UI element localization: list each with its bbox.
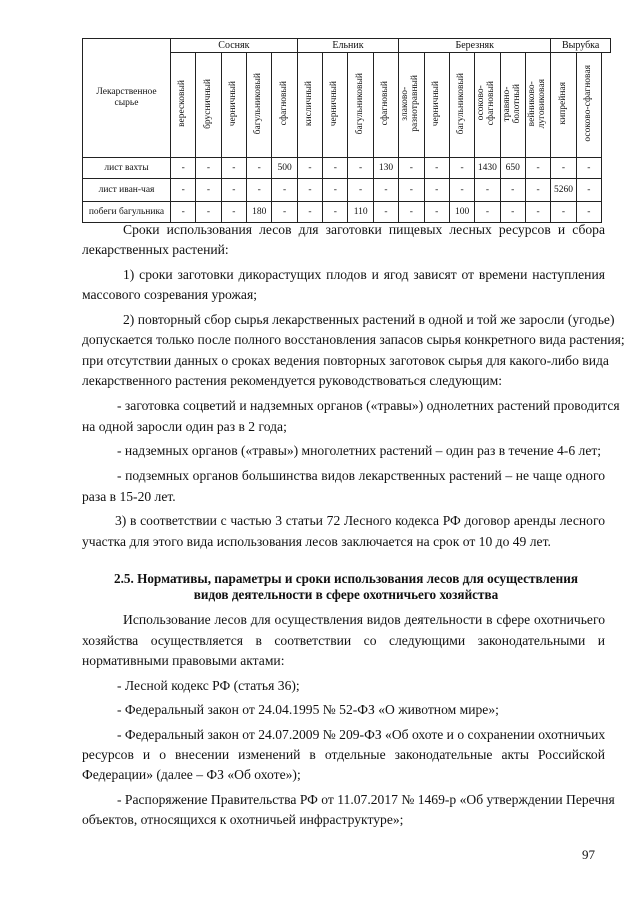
- column-header-label: брусничный: [202, 78, 213, 129]
- table-cell: -: [373, 202, 398, 223]
- table-cell: -: [576, 158, 601, 179]
- paragraph-line: нормативными правовыми актами:: [82, 653, 285, 668]
- table-cell: -: [551, 158, 576, 179]
- table-cell: -: [272, 202, 297, 223]
- paragraph-line: лекарственных растений:: [82, 242, 229, 257]
- group-vyrubka: Вырубка: [551, 39, 611, 53]
- table-cell: 500: [272, 158, 297, 179]
- table-cell: 180: [247, 202, 272, 223]
- column-header-label: кисличный: [303, 80, 314, 127]
- table-cell: -: [323, 179, 348, 202]
- paragraph-line: ресурсов и о внесении изменений в отдельные законодательные акты Российской: [82, 747, 605, 762]
- table-cell: -: [323, 158, 348, 179]
- column-header-label: сфагновый: [380, 81, 391, 126]
- column-header: [323, 53, 348, 158]
- table-cell: -: [424, 158, 449, 179]
- table-cell: -: [525, 202, 550, 223]
- column-header-label: злаково- разнотравный: [400, 75, 421, 132]
- list-item: - Распоряжение Правительства РФ от 11.07.2017 № 1469-р «Об утверждении Перечня: [117, 792, 615, 807]
- table-cell: -: [551, 202, 576, 223]
- row-label: побеги багульника: [83, 202, 171, 223]
- paragraph-line: участка для этого вида использования лесов заключается на срок от 10 до 49 лет.: [82, 534, 551, 549]
- column-header: [551, 53, 576, 158]
- table-cell: -: [348, 179, 373, 202]
- column-header: [272, 53, 297, 158]
- row-label: лист иван-чая: [83, 179, 171, 202]
- paragraph-line: при отсутствии данных о сроках ведения повторных заготовок сырья для какого-либо вида: [82, 353, 609, 368]
- column-header-label: черничный: [329, 80, 340, 127]
- column-header-label: осоково- сфагновый: [476, 81, 497, 126]
- column-header-label: травяно- болотный: [501, 83, 522, 124]
- paragraph-line: - подземных органов большинства видов лекарственных растений – не чаще одного: [117, 468, 605, 483]
- table-cell: -: [171, 202, 196, 223]
- row-label: лист вахты: [83, 158, 171, 179]
- paragraph-line: раза в 15-20 лет.: [82, 489, 176, 504]
- column-header-label: черничный: [430, 80, 441, 127]
- section-heading: видов деятельности в сфере охотничьего хозяйства: [193, 587, 499, 602]
- table-cell: -: [475, 179, 500, 202]
- table-cell: -: [272, 179, 297, 202]
- table-group-row: [83, 39, 611, 53]
- table-row: [83, 158, 611, 179]
- paragraph-line: Федерации» (далее – ФЗ «Об охоте»);: [82, 767, 301, 782]
- table-row: [83, 179, 611, 202]
- table-cell: -: [348, 158, 373, 179]
- table-cell: -: [399, 158, 424, 179]
- table-cell: -: [399, 179, 424, 202]
- table-cell: -: [323, 202, 348, 223]
- column-header: [424, 53, 449, 158]
- table-cell: 1430: [475, 158, 500, 179]
- paragraph-line: - заготовка соцветий и надземных органов («травы») однолетних растений проводится: [117, 398, 620, 413]
- table-cell: -: [221, 179, 246, 202]
- table-cell: -: [297, 179, 322, 202]
- table-cell: -: [171, 179, 196, 202]
- table-cell: -: [297, 202, 322, 223]
- list-item: - Лесной кодекс РФ (статья 36);: [117, 678, 300, 693]
- column-header: [196, 53, 221, 158]
- table-cell: -: [373, 179, 398, 202]
- table-cell: 110: [348, 202, 373, 223]
- table-cell: 130: [373, 158, 398, 179]
- table-cell: -: [449, 179, 474, 202]
- page-number: 97: [582, 847, 595, 862]
- list-item: - Федеральный закон от 24.07.2009 № 209-ФЗ «Об охоте и о сохранении охотничьих: [117, 727, 606, 742]
- paragraph-line: хозяйства осуществляется в соответствии со следующими законодательными и: [82, 633, 605, 648]
- column-header: [171, 53, 196, 158]
- table-cell: -: [576, 202, 601, 223]
- paragraph-line: массового созревания урожая;: [82, 287, 257, 302]
- table-cell: 5260: [551, 179, 576, 202]
- column-header-label: вересковый: [177, 80, 188, 127]
- herb-resources-table: [82, 38, 611, 223]
- column-header-label: багульниковый: [354, 72, 365, 135]
- paragraph-line: 1) сроки заготовки дикорастущих плодов и ягод зависят от времени наступления: [123, 267, 605, 282]
- column-header-label: сфагновый: [278, 81, 289, 126]
- column-header: [297, 53, 322, 158]
- table-cell: -: [475, 202, 500, 223]
- group-sosnyak: Сосняк: [171, 39, 298, 53]
- column-header: [247, 53, 272, 158]
- table-cell: -: [171, 158, 196, 179]
- column-header-label: вейниково- луговиковая: [527, 78, 548, 129]
- table-cell: -: [424, 179, 449, 202]
- table-cell: -: [196, 179, 221, 202]
- table-cell: -: [247, 179, 272, 202]
- paragraph-line: Использование лесов для осуществления видов деятельности в сфере охотничьего: [123, 612, 605, 627]
- table-cell: -: [196, 202, 221, 223]
- column-header: [399, 53, 424, 158]
- table-cell: -: [196, 158, 221, 179]
- paragraph-line: 2) повторный сбор сырья лекарственных растений в одной и той же заросли (угодье): [123, 312, 615, 327]
- column-header: [373, 53, 398, 158]
- table-cell: -: [500, 179, 525, 202]
- table-cell: -: [297, 158, 322, 179]
- table-cell: -: [221, 158, 246, 179]
- paragraph-line: лекарственного растения рекомендуется руководствоваться следующим:: [82, 373, 503, 388]
- column-header: [576, 53, 601, 158]
- table-cell: -: [424, 202, 449, 223]
- table-cell: 650: [500, 158, 525, 179]
- column-header-label: черничный: [227, 80, 238, 127]
- column-header-label: багульниковый: [253, 72, 264, 135]
- column-header: [500, 53, 525, 158]
- table-body: [83, 158, 611, 223]
- column-header-label: осоково-сфагновая: [582, 65, 593, 142]
- group-bereznyak: Березняк: [399, 39, 551, 53]
- section-heading: 2.5. Нормативы, параметры и сроки использования лесов для осуществления: [114, 571, 578, 586]
- column-header: [525, 53, 550, 158]
- column-header: [475, 53, 500, 158]
- column-header-label: багульниковый: [456, 72, 467, 135]
- column-header-label: кипрейная: [557, 82, 568, 125]
- table-cell: -: [449, 158, 474, 179]
- list-item: - Федеральный закон от 24.04.1995 № 52-ФЗ «О животном мире»;: [117, 702, 499, 717]
- table-cell: -: [525, 158, 550, 179]
- paragraph-line: допускается только после полного восстановления запасов сырья конкретного вида растения;: [82, 332, 625, 347]
- table-cell: -: [399, 202, 424, 223]
- table-cell: -: [525, 179, 550, 202]
- column-header: [348, 53, 373, 158]
- table-cell: 100: [449, 202, 474, 223]
- paragraph-line: Сроки использования лесов для заготовки пищевых лесных ресурсов и сбора: [123, 222, 605, 237]
- table-cell: -: [576, 179, 601, 202]
- group-elnik: Ельник: [297, 39, 398, 53]
- paragraph-line: 3) в соответствии с частью 3 статьи 72 Лесного кодекса РФ договор аренды лесного: [115, 513, 605, 528]
- table-cell: -: [500, 202, 525, 223]
- column-header: [449, 53, 474, 158]
- table-row: [83, 202, 611, 223]
- table-cell: -: [247, 158, 272, 179]
- paragraph-line: на одной заросли один раз в 2 года;: [82, 419, 287, 434]
- table-header-label: Лекарственное сырье: [83, 39, 171, 158]
- column-header: [221, 53, 246, 158]
- paragraph-line: - надземных органов («травы») многолетних растений – один раз в течение 4-6 лет;: [117, 443, 602, 458]
- table-cell: -: [221, 202, 246, 223]
- paragraph-line: объектов, относящихся к охотничьей инфраструктуре»;: [82, 812, 404, 827]
